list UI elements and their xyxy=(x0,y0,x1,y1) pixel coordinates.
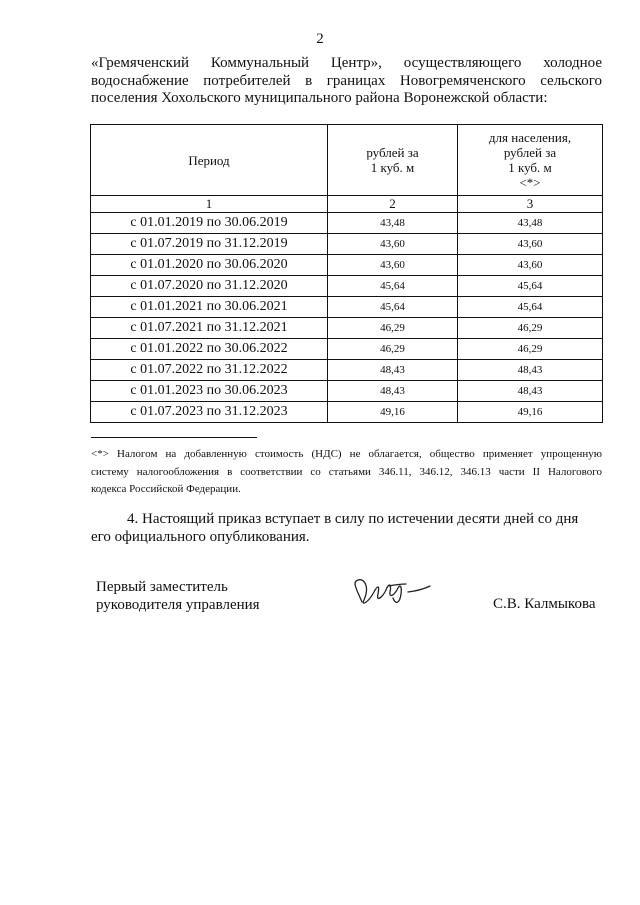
table-header-row xyxy=(91,125,603,196)
rubles-cell: 45,64 xyxy=(328,276,458,297)
period-cell: с 01.01.2023 по 30.06.2023 xyxy=(91,381,328,402)
signatory-title-line: Первый заместитель xyxy=(96,579,228,595)
period-cell: с 01.01.2019 по 30.06.2019 xyxy=(91,213,328,234)
intro-line: поселения Хохольского муниципального района Воронежской области: xyxy=(91,90,548,106)
footnote-line: <*> Налогом на добавленную стоимость (НДС) не облагается, общество применяет упрощенную xyxy=(91,448,602,460)
period-cell: с 01.07.2023 по 31.12.2023 xyxy=(91,402,328,423)
handwritten-signature xyxy=(346,572,432,614)
table-row xyxy=(91,381,603,402)
header-period xyxy=(91,125,328,196)
period-cell: с 01.07.2021 по 31.12.2021 xyxy=(91,318,328,339)
footnote xyxy=(91,446,602,499)
clause-4-line: его официального опубликования. xyxy=(91,529,310,545)
column-number: 3 xyxy=(458,196,603,213)
period-cell: с 01.07.2022 по 31.12.2022 xyxy=(91,360,328,381)
period-cell: с 01.01.2020 по 30.06.2020 xyxy=(91,255,328,276)
header-population xyxy=(458,125,603,196)
rubles-cell: 43,60 xyxy=(328,255,458,276)
column-number: 2 xyxy=(328,196,458,213)
population-cell: 46,29 xyxy=(458,318,603,339)
table-row xyxy=(91,297,603,318)
rubles-cell: 46,29 xyxy=(328,339,458,360)
rubles-cell: 45,64 xyxy=(328,297,458,318)
intro-line: водоснабжение потребителей в границах Новогремяченского сельского xyxy=(91,72,602,89)
intro-paragraph xyxy=(91,55,602,108)
page-number: 2 xyxy=(316,31,324,47)
header-rubles-line: 1 куб. м xyxy=(370,160,415,175)
rubles-cell: 49,16 xyxy=(328,402,458,423)
period-cell: с 01.01.2021 по 30.06.2021 xyxy=(91,297,328,318)
column-number-row xyxy=(91,196,603,213)
header-period-label: Период xyxy=(188,152,230,168)
clause-4-paragraph xyxy=(91,510,602,546)
header-population-line: рублей за xyxy=(503,145,557,160)
table-row xyxy=(91,276,603,297)
signatory-title xyxy=(96,578,260,614)
footnote-divider xyxy=(91,437,257,438)
signer-name: С.В. Калмыкова xyxy=(493,596,596,612)
rubles-cell: 43,60 xyxy=(328,234,458,255)
signatory-title-line: руководителя управления xyxy=(96,597,260,613)
rubles-cell: 48,43 xyxy=(328,381,458,402)
clause-4-line: 4. Настоящий приказ вступает в силу по истечении десяти дней со дня xyxy=(127,511,579,527)
header-population-line: 1 куб. м xyxy=(508,160,552,175)
header-population-line: <*> xyxy=(519,175,541,190)
period-cell: с 01.01.2022 по 30.06.2022 xyxy=(91,339,328,360)
population-cell: 45,64 xyxy=(458,297,603,318)
column-number: 1 xyxy=(91,196,328,213)
table-row xyxy=(91,255,603,276)
footnote-line: систему налогообложения в соответствии со статьями 346.11, 346.12, 346.13 части II Налогового xyxy=(91,465,602,478)
period-cell: с 01.07.2020 по 31.12.2020 xyxy=(91,276,328,297)
population-cell: 45,64 xyxy=(458,276,603,297)
population-cell: 49,16 xyxy=(458,402,603,423)
population-cell: 43,60 xyxy=(458,255,603,276)
header-population-line: для населения, xyxy=(488,130,572,145)
footnote-line: кодекса Российской Федерации. xyxy=(91,483,241,495)
intro-line: «Гремяченский Коммунальный Центр», осуществляющего холодное xyxy=(91,55,602,71)
period-cell: с 01.07.2019 по 31.12.2019 xyxy=(91,234,328,255)
table-row xyxy=(91,339,603,360)
rubles-cell: 46,29 xyxy=(328,318,458,339)
population-cell: 48,43 xyxy=(458,381,603,402)
table-row xyxy=(91,402,603,423)
table-row xyxy=(91,213,603,234)
population-cell: 48,43 xyxy=(458,360,603,381)
population-cell: 43,60 xyxy=(458,234,603,255)
population-cell: 46,29 xyxy=(458,339,603,360)
table-row xyxy=(91,318,603,339)
table-row xyxy=(91,360,603,381)
population-cell: 43,48 xyxy=(458,213,603,234)
rubles-cell: 48,43 xyxy=(328,360,458,381)
header-rubles xyxy=(328,125,458,196)
table-row xyxy=(91,234,603,255)
header-rubles-line: рублей за xyxy=(366,145,419,160)
tariff-table xyxy=(90,124,603,423)
rubles-cell: 43,48 xyxy=(328,213,458,234)
